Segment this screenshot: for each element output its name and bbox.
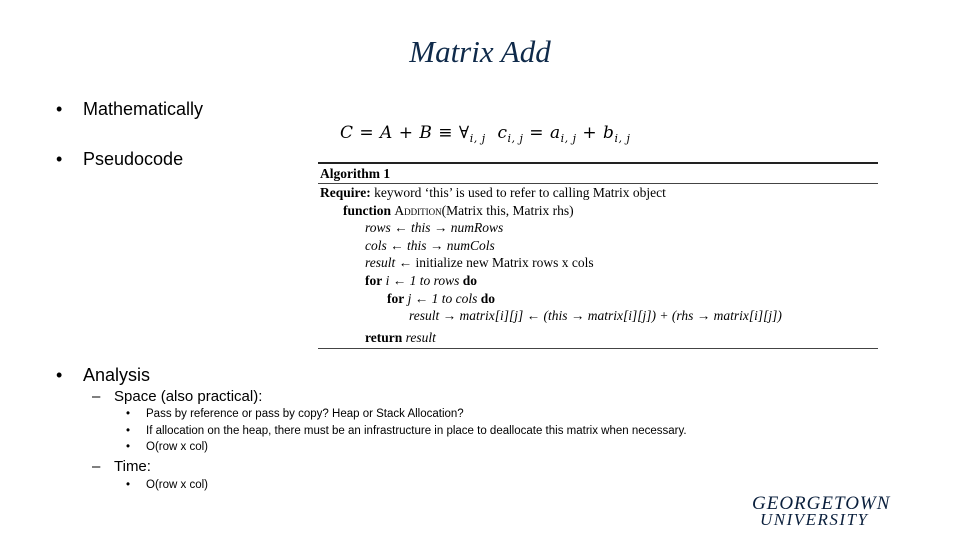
result-var: result [365,255,396,271]
bullet-label: Analysis [83,365,151,385]
algorithm-header: Algorithm 1 [320,166,391,181]
for-j-text: j ← 1 to cols [404,290,481,306]
logo-line-2: UNIVERSITY [760,510,869,529]
sub-bullet-glyph: • [126,425,131,437]
for-i-text: i ← 1 to rows [382,272,463,288]
dash-glyph: – [92,388,101,405]
function-name: Addition [394,202,442,218]
sub-bullet-glyph: • [126,408,131,420]
return-keyword: return [365,329,403,345]
algo-assign-line: result → matrix[i][j] ← (this → matrix[i][j]) + (rhs → matrix[i][j]) [409,308,782,324]
algo-for-j-line [320,290,878,308]
algo-for-i-line [320,272,878,290]
time-label: Time: [114,458,151,475]
bullet-pseudocode [56,148,183,170]
require-keyword: Require: [320,185,371,200]
algo-cols-line: cols ← this → numCols [365,237,495,253]
formula-b-sub: i, j [614,132,631,145]
algorithm-bottom-rule [318,348,878,349]
algo-return-line [320,329,878,347]
space-subitem [126,441,208,453]
algorithm-box [318,162,878,349]
function-keyword: function [343,202,392,218]
bullet-analysis [56,364,150,386]
space-subitem [126,425,687,437]
logo-line-1: GEORGETOWN [752,493,891,514]
space-subitem-text: O(row x col) [146,441,208,453]
formula-forall-sub: i, j [469,132,486,145]
return-value: result [402,329,436,345]
result-text: ← initialize new Matrix rows x cols [395,255,594,271]
space-subitem [126,408,464,420]
for-keyword: for [387,290,405,306]
formula-lhs: C = A + B ≡ ∀ [340,123,470,143]
time-subitem [126,479,208,491]
space-subitem-text: If allocation on the heap, there must be an infrastructure in place to deallocate this matrix when necessary. [146,425,687,437]
algo-require-line [320,184,878,202]
time-subitem-text: O(row x col) [146,479,208,491]
space-label: Space (also practical): [114,388,263,405]
bullet-label: Pseudocode [83,149,184,169]
time-item [92,458,151,475]
sub-bullet-glyph: • [126,479,131,491]
do-keyword: do [462,272,478,288]
bullet-label: Mathematically [83,99,204,119]
space-item [92,388,262,405]
georgetown-logo [752,493,891,529]
matrix-add-formula [340,123,630,145]
algo-result-line [320,254,878,272]
formula-a-sub: i, j [560,132,577,145]
bullet-glyph: • [56,149,63,169]
bullet-glyph: • [56,99,63,119]
formula-plus: + b [576,123,615,143]
formula-c-sub: i, j [507,132,524,145]
function-args: (Matrix this, Matrix rhs) [441,202,574,218]
for-keyword: for [365,272,383,288]
formula-c: c [497,123,508,143]
algorithm-body [318,184,878,346]
require-text: keyword ‘this’ is used to refer to calling Matrix object [370,185,666,200]
sub-bullet-glyph: • [126,441,131,453]
algo-function-line [320,202,878,220]
bullet-glyph: • [56,365,63,385]
slide-title: Matrix Add [409,34,551,69]
do-keyword: do [480,290,496,306]
formula-eq: = a [523,123,561,143]
algo-rows-line: rows ← this → numRows [365,220,504,236]
space-subitem-text: Pass by reference or pass by copy? Heap or Stack Allocation? [146,408,464,420]
dash-glyph: – [92,458,101,475]
bullet-mathematically [56,98,203,120]
